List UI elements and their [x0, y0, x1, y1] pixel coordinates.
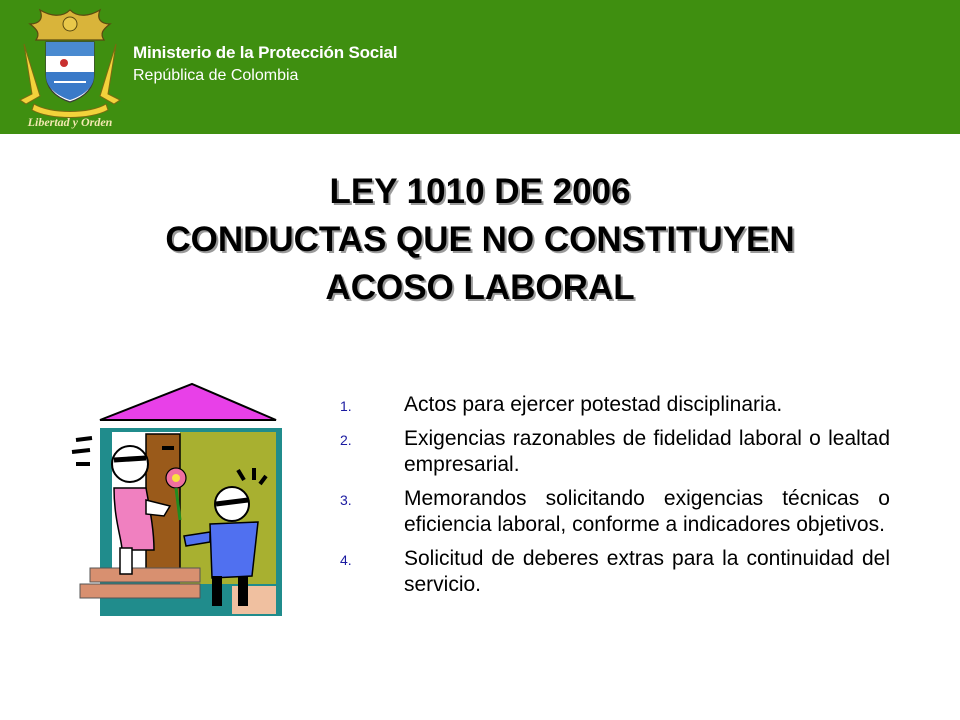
conduct-list — [340, 392, 890, 606]
title-line-3: ACOSO LABORAL — [325, 268, 635, 307]
title-line-1: LEY 1010 DE 2006 — [329, 172, 631, 211]
header-bar — [0, 0, 960, 134]
item-text: Actos para ejercer potestad disciplinaria. — [404, 393, 783, 416]
item-text: Memorandos solicitando exigencias técnicas o eficiencia laboral, conforme a indicadores objetivos. — [404, 487, 890, 536]
house-clipart-illustration — [62, 380, 288, 625]
motto-text: Libertad y Orden — [27, 115, 113, 129]
list-item — [340, 546, 890, 598]
item-number: 2. — [340, 432, 352, 448]
item-number: 1. — [340, 398, 352, 414]
item-number: 3. — [340, 492, 352, 508]
coat-of-arms-icon — [10, 4, 130, 130]
title-line-2: CONDUCTAS QUE NO CONSTITUYEN — [165, 220, 795, 259]
item-text: Exigencias razonables de fidelidad laboral o lealtad empresarial. — [404, 427, 890, 476]
page-title — [40, 168, 920, 312]
list-item — [340, 392, 890, 418]
list-item — [340, 486, 890, 538]
item-number: 4. — [340, 552, 352, 568]
ministry-name: Ministerio de la Protección Social — [133, 43, 398, 62]
country-name: República de Colombia — [133, 67, 299, 84]
list-item — [340, 426, 890, 478]
item-text: Solicitud de deberes extras para la continuidad del servicio. — [404, 547, 890, 596]
